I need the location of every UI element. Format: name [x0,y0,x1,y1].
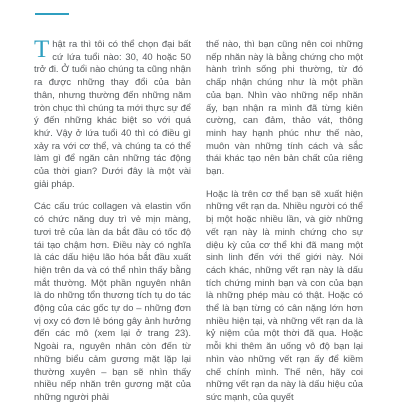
accent-rule [35,13,69,15]
paragraph-text: hật ra thì tôi có thể chọn đại bất cứ lứa tuổi nào: 30, 40 hoặc 50 trở đi. Ở tuổi nào chúng ta cũng nhận ra được những thay đổi của bản thân, nhưng thường đến những năm tròn chục thì chúng ta mới thực sự để ý đến những khác biệt so với quá khứ. Vậy ở lứa tuổi 40 thì có điều gì xảy ra với cơ thể, và chúng ta có thể làm gì để ngăn cản những tác động của thời gian? Dưới đây là một vài giải pháp. [34,38,191,189]
paragraph-wrinkles: thế nào, thì bạn cũng nên coi những nếp nhăn này là bằng chứng cho một hành trình sống phi thường, từ đó chấp nhận chúng như là một phần của bạn. Nhìn vào những nếp nhăn ấy, bạn nhận ra mình đã từng kiên cường, can đảm, thảo vát, thông minh hay hạnh phúc như thế nào, muôn vàn những tính cách và sắc thái khác tạo nên bản chất của riêng bạn. [206,38,363,177]
right-column [206,38,363,414]
paragraph-collagen: Các cấu trúc collagen và elastin vốn có chức năng duy trì vẻ mịn màng, tươi trẻ của làn da bắt đầu có tốc độ tái tạo chậm hơn. Điều này có nghĩa là các dấu hiệu lão hóa bắt đầu xuất hiện trên da và có thể nhìn thấy bằng mắt thường. Một phần nguyên nhân là do những tổn thương tích tụ do tác động của các gốc tự do – những đơn vị oxy có đơn lẻ bóng gây ảnh hưởng đến các mô (xem lại ở trang 23). Ngoài ra, nguyên nhân còn đến từ những biểu cảm gương mặt lặp lại thường xuyên – bạn sẽ nhìn thấy nhiều nếp nhăn trên gương mặt của những người phải [34,200,191,402]
paragraph-stretch-marks: Hoặc là trên cơ thể bạn sẽ xuất hiện những vết rạn da. Nhiều người có thể bị một hoặc nhiều lần, và giờ những vết rạn này là minh chứng cho sự diệu kỳ của cơ thể khi đã mang một sinh linh đến với thế giới này. Nói cách khác, những vết rạn này là dấu tích chứng minh bạn và con của bạn là những phép màu có thật. Hoặc có thể là bạn từng có cân nặng lớn hơn nhiều hiện tại, và những vết rạn da là kỷ niệm của một thời đã qua. Hoặc mỗi khi thêm ăn uống vô độ bạn lại nhìn vào những vết rạn ấy để kiềm chế chính mình. Thế nên, hãy coi những vết rạn da này là dấu hiệu của sức mạnh, của quyết [206,187,363,402]
drop-cap: T [34,36,50,63]
paragraph-intro [34,38,191,190]
left-column [34,38,191,414]
